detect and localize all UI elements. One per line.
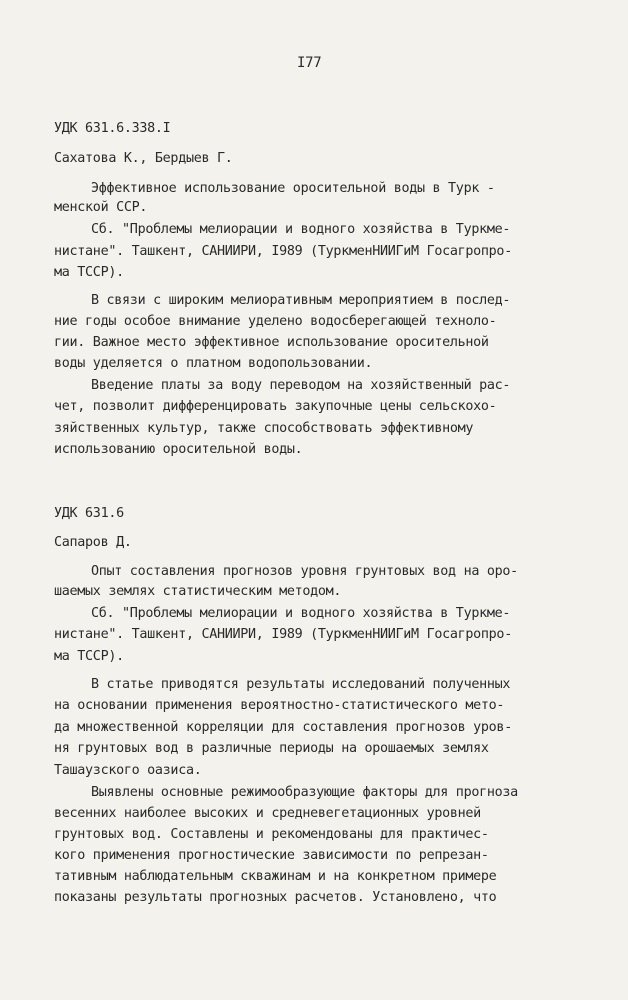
abstract-line: гии. Важное место эффективное использование оросительной [54, 335, 489, 350]
abstract-line: тативным наблюдательным скважинам и на конкретном примере [54, 869, 497, 884]
source-line: ма ТССР). [54, 649, 124, 664]
entry-title-line: менской ССР. [54, 200, 148, 215]
source-line: Сб. "Проблемы мелиорации и водного хозяйства в Туркме- [91, 606, 511, 621]
udk-code: УДК 631.6 [54, 506, 124, 521]
entry-title-line: Эффективное использование оросительной воды в Турк - [91, 181, 495, 196]
abstract-line: показаны результаты прогнозных расчетов. Установлено, что [54, 890, 497, 905]
abstract-line: кого применения прогностические зависимости по репрезан- [54, 848, 489, 863]
udk-code: УДК 631.6.338.I [54, 121, 171, 136]
abstract-line: В статье приводятся результаты исследований полученных [91, 677, 511, 692]
source-line: нистане". Ташкент, САНИИРИ, I989 (ТуркменНИИГиМ Госагропро- [54, 244, 512, 259]
authors: Сапаров Д. [54, 535, 132, 550]
abstract-line: воды уделяется о платном водопользовании. [54, 356, 373, 371]
page-number: I77 [297, 55, 322, 71]
abstract-line: ние годы особое внимание уделено водосберегающей техноло- [54, 314, 497, 329]
abstract-line: чет, позволит дифференцировать закупочные цены сельскохо- [54, 399, 497, 414]
source-line: нистане". Ташкент, САНИИРИ, I989 (ТуркменНИИГиМ Госагропро- [54, 627, 512, 642]
abstract-line: грунтовых вод. Составлены и рекомендованы для практичес- [54, 827, 489, 842]
abstract-line: зяйственных культур, также способствовать эффективному [54, 421, 474, 436]
entry-title-line: шаемых землях статистическим методом. [54, 584, 342, 599]
abstract-line: Выявлены основные режимообразующие факторы для прогноза [91, 785, 518, 800]
source-line: Сб. "Проблемы мелиорации и водного хозяйства в Туркме- [91, 222, 511, 237]
abstract-line: ня грунтовых вод в различные периоды на орошаемых землях [54, 741, 489, 756]
abstract-line: использованию оросительной воды. [54, 442, 303, 457]
abstract-line: весенних наиболее высоких и средневегетационных уровней [54, 806, 481, 821]
abstract-line: Ташаузского оазиса. [54, 763, 202, 778]
abstract-line: Введение платы за воду переводом на хозяйственный рас- [91, 378, 511, 393]
entry-title-line: Опыт составления прогнозов уровня грунтовых вод на оро- [91, 564, 518, 579]
abstract-line: В связи с широким мелиоративным мероприятием в послед- [91, 293, 511, 308]
abstract-line: да множественной корреляции для составления прогнозов уров- [54, 720, 512, 735]
abstract-line: на основании применения вероятностно-статистического мето- [54, 698, 505, 713]
authors: Сахатова К., Бердыев Г. [54, 151, 233, 166]
source-line: ма ТССР). [54, 265, 124, 280]
